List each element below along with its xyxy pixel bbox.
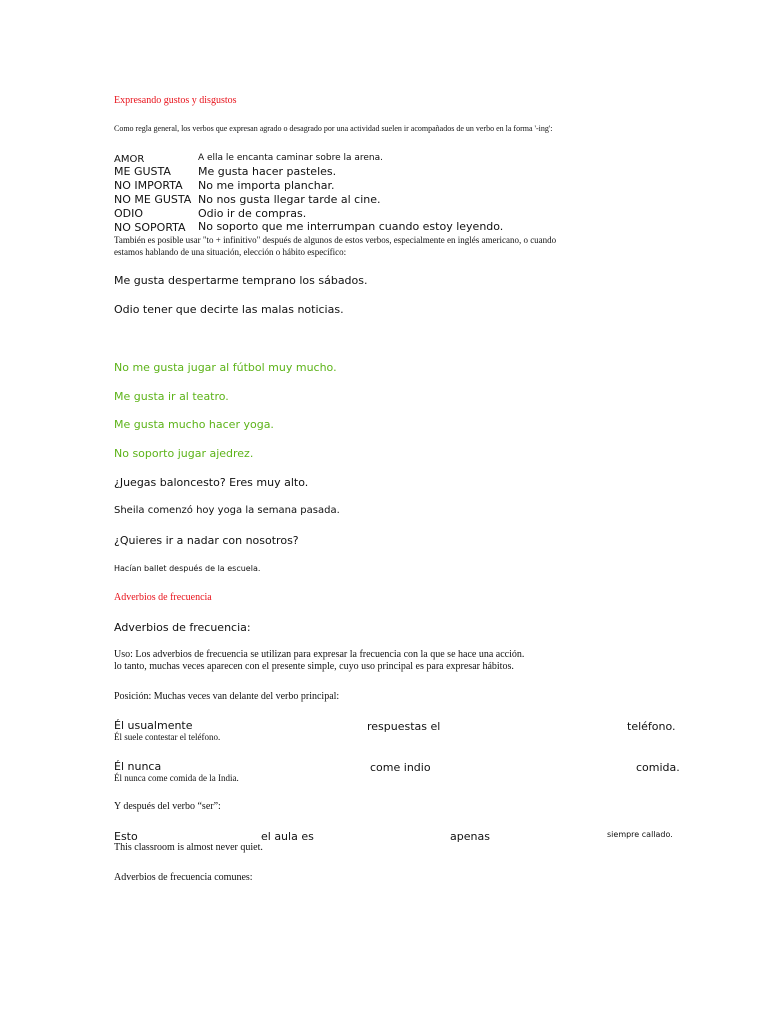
intro-text: Como regla general, los verbos que expresan agrado o desagrado por una actividad suelen ir acompañados de un verbo en la forma '-ing': [114,124,553,133]
verb-label: NO SOPORTA [114,221,186,234]
verb-label: NO ME GUSTA [114,193,192,206]
example-sentence: ¿Juegas baloncesto? Eres muy alto. [114,476,309,489]
infinitive-note-line2: estamos hablando de una situación, elección o hábito específico: [114,247,347,257]
section-heading-adverbios: Adverbios de frecuencia [114,592,212,603]
adverbios-subheading: Adverbios de frecuencia: [114,621,251,634]
uso-line1: Uso: Los adverbios de frecuencia se utilizan para expresar la frecuencia con la que se hace una acción. [114,649,525,660]
sentence-translation: This classroom is almost never quiet. [114,842,263,853]
verb-example: No soporto que me interrumpan cuando estoy leyendo. [198,220,504,233]
example-sentence: Hacían ballet después de la escuela. [114,564,261,573]
sentence-translation: Él suele contestar el teléfono. [114,732,221,742]
green-example: No soporto jugar ajedrez. [114,447,254,460]
sentence-part: Él usualmente [114,719,193,732]
infinitive-note-line1: También es posible usar "to + infinitivo" después de algunos de estos verbos, especialmente en inglés americano, o cuando [114,235,557,245]
sentence-part: Él nunca [114,760,162,773]
example-sentence: Odio tener que decirte las malas noticias. [114,303,344,316]
sentence-part: apenas [450,830,490,843]
after-ser-text: Y después del verbo “ser”: [114,801,221,812]
posicion-text: Posición: Muchas veces van delante del verbo principal: [114,691,340,702]
sentence-part: siempre callado. [607,830,673,839]
verb-label: ME GUSTA [114,165,171,178]
green-example: Me gusta ir al teatro. [114,390,229,403]
example-sentence: ¿Quieres ir a nadar con nosotros? [114,534,299,547]
verb-label: ODIO [114,207,144,220]
uso-line2: lo tanto, muchas veces aparecen con el presente simple, cuyo uso principal es para expresar hábitos. [114,661,514,672]
green-example: No me gusta jugar al fútbol muy mucho. [114,361,337,374]
sentence-translation: Él nunca come comida de la India. [114,773,239,783]
section-heading-gustos: Expresando gustos y disgustos [114,95,237,106]
verb-example: No me importa planchar. [198,179,335,192]
verb-example: No nos gusta llegar tarde al cine. [198,193,381,206]
sentence-part: teléfono. [627,720,676,733]
example-sentence: Me gusta despertarme temprano los sábados. [114,274,368,287]
sentence-part: Esto [114,830,138,843]
verb-label: AMOR [114,154,145,165]
verb-label: NO IMPORTA [114,179,183,192]
green-example: Me gusta mucho hacer yoga. [114,418,274,431]
sentence-part: el aula es [261,830,314,843]
sentence-part: respuestas el [367,720,441,733]
sentence-part: comida. [636,761,680,774]
verb-example: Odio ir de compras. [198,207,307,220]
example-sentence: Sheila comenzó hoy yoga la semana pasada. [114,505,340,516]
verb-example: A ella le encanta caminar sobre la arena. [198,153,383,163]
common-adverbs-heading: Adverbios de frecuencia comunes: [114,872,253,883]
sentence-part: come indio [370,761,431,774]
verb-example: Me gusta hacer pasteles. [198,165,337,178]
